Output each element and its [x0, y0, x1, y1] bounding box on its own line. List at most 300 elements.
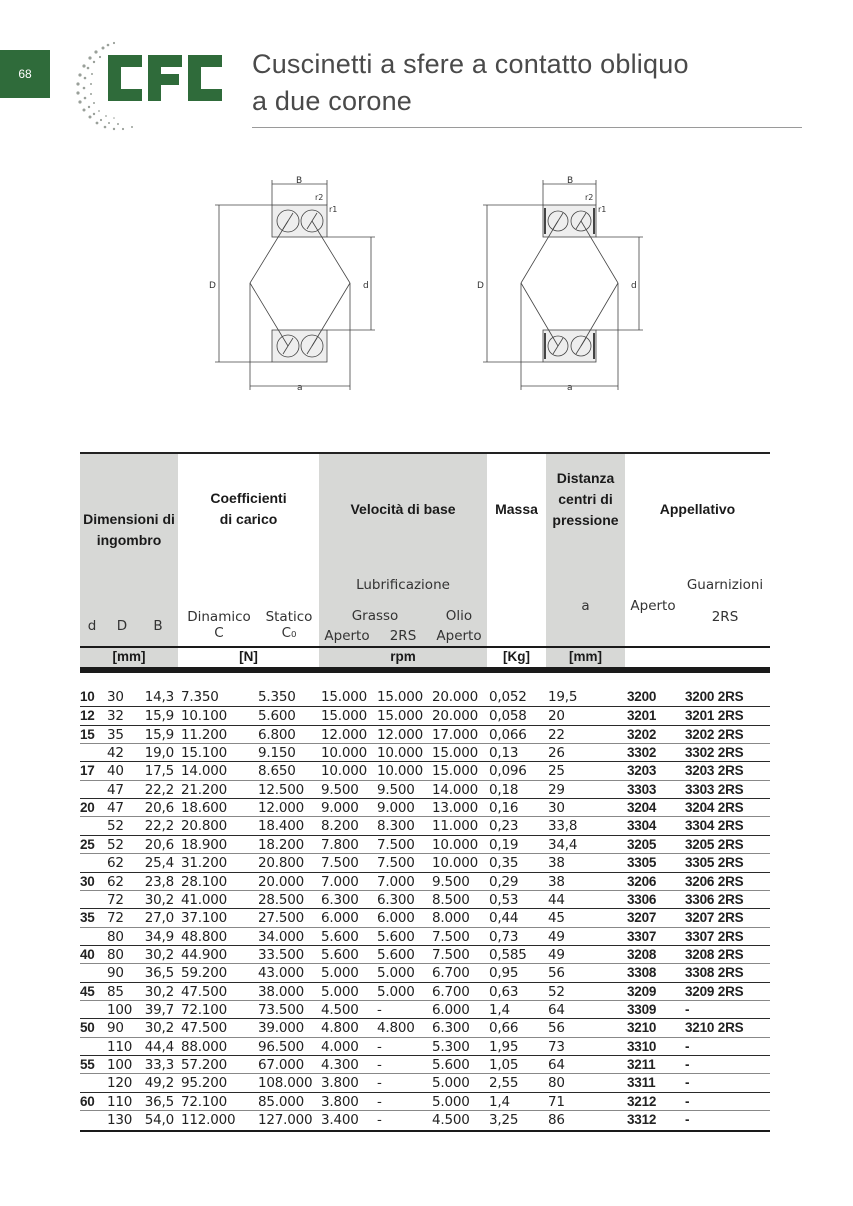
cell-rs: -: [377, 1001, 382, 1018]
cell-rs2: 3203 2RS: [685, 763, 744, 779]
cell-d: 55: [80, 1057, 95, 1072]
cell-gra: 10.000: [321, 745, 368, 762]
cell-mas: 0,44: [489, 910, 519, 927]
cell-gra: 6.300: [321, 891, 359, 908]
cell-gra: 15.000: [321, 689, 368, 705]
cell-d: 30: [80, 873, 95, 889]
unit-rpm: rpm: [390, 649, 416, 664]
table-row: [80, 1073, 770, 1092]
cell-rs: 5.600: [377, 946, 415, 963]
cell-rs: 6.000: [377, 910, 415, 927]
cell-gra: 15.000: [321, 708, 368, 725]
cell-rs2: 3303 2RS: [685, 781, 744, 797]
label-D: D: [209, 281, 216, 291]
cell-mas: 0,058: [489, 708, 527, 725]
cell-oli: 11.000: [432, 818, 479, 835]
cell-oli: 5.300: [432, 1038, 470, 1055]
cell-dist: 86: [548, 1112, 565, 1129]
cell-B: 44,4: [144, 1038, 174, 1055]
label-B: B: [567, 176, 574, 186]
cell-rs: 7.000: [377, 873, 415, 890]
cell-rs: -: [377, 1075, 382, 1092]
cell-sta: 39.000: [258, 1020, 305, 1037]
cell-oli: 5.000: [432, 1093, 470, 1110]
page-number: 68: [18, 67, 32, 81]
cell-gra: 4.500: [321, 1001, 359, 1018]
cell-B: 39,7: [144, 1001, 174, 1018]
subheader-guarnizioni: Guarnizioni: [686, 577, 764, 593]
cell-mas: 0,35: [489, 855, 519, 872]
table-row: [80, 1000, 770, 1019]
cell-rs: 5.000: [377, 983, 415, 1000]
cell-gra: 10.000: [321, 763, 368, 780]
cell-oli: 9.500: [432, 873, 470, 890]
cell-mas: 0,73: [489, 928, 519, 945]
cell-gra: 3.800: [321, 1093, 359, 1110]
cell-ape: 3202: [627, 726, 657, 742]
cell-ape: 3305: [627, 855, 657, 871]
cell-dist: 34,4: [548, 836, 578, 853]
cell-d: 17: [80, 763, 95, 779]
cell-gra: 9.500: [321, 781, 359, 798]
cell-dist: 26: [548, 745, 565, 762]
cell-d: 60: [80, 1093, 95, 1109]
cell-rs: 9.500: [377, 781, 415, 798]
cell-oli: 20.000: [432, 708, 479, 725]
cell-sta: 6.800: [258, 726, 296, 743]
cell-sta: 5.350: [258, 689, 296, 705]
subheader-aperto-grasso: Aperto: [324, 628, 370, 644]
cell-ape: 3207: [627, 910, 657, 926]
cell-dyn: 21.200: [181, 781, 228, 798]
bearing-table: [80, 452, 770, 1132]
cell-dyn: 15.100: [181, 745, 228, 762]
label-d: d: [631, 281, 637, 291]
cell-oli: 17.000: [432, 726, 479, 743]
cell-ape: 3200: [627, 689, 657, 704]
cell-D: 40: [107, 763, 124, 780]
cell-rs: 5.000: [377, 965, 415, 982]
cell-sta: 73.500: [258, 1001, 305, 1018]
cell-B: 33,3: [144, 1057, 174, 1073]
header-dimensioni: Dimensioni di ingombro: [83, 511, 175, 548]
cell-dist: 20: [548, 708, 565, 725]
cell-ape: 3211: [627, 1057, 656, 1072]
cell-rs: 7.500: [377, 855, 415, 872]
cell-ape: 3310: [627, 1038, 657, 1054]
cell-rs2: 3205 2RS: [685, 836, 744, 852]
cell-oli: 10.000: [432, 855, 479, 872]
cell-mas: 1,05: [489, 1057, 519, 1073]
label-a: a: [297, 383, 303, 393]
cell-ape: 3308: [627, 965, 657, 981]
cell-ape: 3210: [627, 1020, 657, 1036]
cell-mas: 0,53: [489, 891, 519, 908]
cell-dyn: 28.100: [181, 873, 228, 890]
bearing-drawing-open: [195, 170, 375, 395]
cell-gra: 5.000: [321, 965, 359, 982]
cell-oli: 15.000: [432, 745, 479, 762]
cell-dyn: 11.200: [181, 726, 228, 743]
cell-oli: 6.700: [432, 965, 470, 982]
cell-D: 32: [107, 708, 124, 725]
cell-D: 80: [107, 946, 124, 963]
cell-B: 17,5: [144, 763, 174, 780]
cell-B: 30,2: [144, 946, 174, 963]
cell-gra: 4.800: [321, 1020, 359, 1037]
cell-sta: 12.000: [258, 800, 305, 817]
table-row: [80, 1110, 770, 1129]
cell-mas: 0,585: [489, 946, 527, 963]
subheader-grasso: Grasso: [351, 608, 399, 624]
cell-D: 120: [107, 1075, 133, 1092]
cell-rs2: 3302 2RS: [685, 745, 744, 761]
subheader-B: B: [153, 618, 163, 634]
label-d: d: [363, 281, 369, 291]
cell-rs: 4.800: [377, 1020, 415, 1037]
cell-D: 30: [107, 689, 124, 705]
cell-mas: 0,052: [489, 689, 527, 705]
cell-dyn: 88.000: [181, 1038, 228, 1055]
header-distanza: Distanza centri di pressione: [552, 470, 619, 528]
cell-rs2: 3209 2RS: [685, 983, 744, 999]
cell-dyn: 47.500: [181, 1020, 228, 1037]
cell-dyn: 44.900: [181, 946, 228, 963]
cell-rs2: 3305 2RS: [685, 855, 744, 871]
cell-D: 62: [107, 855, 124, 872]
unit-mm-distanza: [mm]: [569, 649, 602, 664]
cell-dyn: 47.500: [181, 983, 228, 1000]
cell-rs2: 3200 2RS: [685, 689, 744, 704]
cell-dyn: 18.900: [181, 836, 228, 853]
subheader-statico: Statico: [265, 609, 313, 625]
cell-ape: 3304: [627, 818, 657, 834]
cell-dist: 64: [548, 1057, 565, 1073]
units-bottom-rule: [80, 667, 770, 673]
cell-sta: 33.500: [258, 946, 305, 963]
cell-mas: 0,66: [489, 1020, 519, 1037]
cell-oli: 8.000: [432, 910, 470, 927]
cell-B: 14,3: [144, 689, 174, 705]
header-velocita: Velocità di base: [350, 501, 456, 517]
cell-dist: 64: [548, 1001, 565, 1018]
cell-sta: 18.400: [258, 818, 305, 835]
cell-dist: 56: [548, 965, 565, 982]
cell-gra: 8.200: [321, 818, 359, 835]
cell-sta: 8.650: [258, 763, 296, 780]
cell-oli: 10.000: [432, 836, 479, 853]
cell-dyn: 48.800: [181, 928, 228, 945]
cell-d: 25: [80, 836, 95, 852]
cell-rs2: 3208 2RS: [685, 946, 744, 962]
cell-rs2: 3204 2RS: [685, 800, 744, 816]
cell-d: 15: [80, 726, 95, 742]
cell-mas: 3,25: [489, 1112, 519, 1129]
cell-mas: 1,4: [489, 1001, 510, 1018]
cell-B: 22,2: [144, 781, 174, 798]
cell-dyn: 14.000: [181, 763, 228, 780]
cell-mas: 0,18: [489, 781, 519, 798]
cell-gra: 3.800: [321, 1075, 359, 1092]
cell-sta: 20.000: [258, 873, 305, 890]
cell-gra: 5.000: [321, 983, 359, 1000]
cell-mas: 0,63: [489, 983, 519, 1000]
logo-letters: [108, 55, 222, 101]
cell-rs: 6.300: [377, 891, 415, 908]
cell-mas: 0,23: [489, 818, 519, 835]
cell-dist: 56: [548, 1020, 565, 1037]
label-r2: r2: [315, 193, 324, 202]
cell-mas: 1,95: [489, 1038, 519, 1055]
cell-rs2: -: [685, 1001, 690, 1017]
cell-ape: 3208: [627, 946, 657, 962]
subheader-2rs-appellativo: 2RS: [711, 609, 739, 625]
unit-n: [N]: [239, 649, 258, 664]
cell-D: 47: [107, 781, 124, 798]
cell-oli: 4.500: [432, 1112, 470, 1129]
cell-ape: 3209: [627, 983, 657, 999]
cell-sta: 85.000: [258, 1093, 305, 1110]
cell-rs2: -: [685, 1112, 690, 1128]
cell-dist: 52: [548, 983, 565, 1000]
cell-sta: 5.600: [258, 708, 296, 725]
cell-dyn: 18.600: [181, 800, 228, 817]
cell-rs2: 3210 2RS: [685, 1020, 744, 1036]
cell-B: 20,6: [144, 836, 174, 853]
cell-dist: 19,5: [548, 689, 578, 705]
cell-rs: -: [377, 1038, 382, 1055]
cell-rs2: 3201 2RS: [685, 708, 744, 724]
cell-sta: 28.500: [258, 891, 305, 908]
cell-gra: 7.000: [321, 873, 359, 890]
table-row: [80, 1055, 770, 1074]
cell-B: 23,8: [144, 873, 174, 890]
table-top-rule: [80, 452, 770, 454]
cell-rs: -: [377, 1093, 382, 1110]
cell-mas: 1,4: [489, 1093, 510, 1110]
label-r1: r1: [598, 205, 607, 214]
cell-sta: 96.500: [258, 1038, 305, 1055]
cell-ape: 3205: [627, 836, 657, 852]
subheader-aperto-appellativo: Aperto: [630, 598, 676, 614]
cell-D: 130: [107, 1112, 133, 1129]
cell-rs2: -: [685, 1093, 690, 1109]
cell-dyn: 72.100: [181, 1001, 228, 1018]
cell-oli: 6.000: [432, 1001, 470, 1018]
label-D: D: [477, 281, 484, 291]
subheader-a: a: [581, 598, 590, 614]
cell-ape: 3312: [627, 1112, 657, 1128]
cell-dyn: 41.000: [181, 891, 228, 908]
table-row: [80, 1037, 770, 1056]
subheader-dinamico-sym: C: [214, 625, 224, 641]
subheader-2rs-grasso: 2RS: [389, 628, 417, 644]
cell-mas: 0,096: [489, 763, 527, 780]
label-r1: r1: [329, 205, 338, 214]
cell-rs: -: [377, 1057, 382, 1073]
cell-mas: 0,16: [489, 800, 519, 817]
table-row: [80, 761, 770, 780]
cell-D: 42: [107, 745, 124, 762]
subheader-d: d: [87, 618, 97, 634]
cell-B: 20,6: [144, 800, 174, 817]
cell-ape: 3303: [627, 781, 657, 797]
cell-dyn: 72.100: [181, 1093, 228, 1110]
table-row: [80, 908, 770, 927]
table-row: [80, 927, 770, 946]
cell-mas: 0,13: [489, 745, 519, 762]
cell-B: 36,5: [144, 965, 174, 982]
page-title-line-2: a due corone: [252, 86, 413, 116]
cell-sta: 67.000: [258, 1057, 305, 1073]
table-row: [80, 835, 770, 854]
cell-sta: 108.000: [258, 1075, 313, 1092]
cell-d: 10: [80, 689, 95, 704]
cell-mas: 0,29: [489, 873, 519, 890]
cell-D: 35: [107, 726, 124, 743]
cell-dyn: 112.000: [181, 1112, 236, 1129]
cell-oli: 7.500: [432, 928, 470, 945]
cell-oli: 5.600: [432, 1057, 470, 1073]
label-r2: r2: [585, 193, 594, 202]
cell-dist: 80: [548, 1075, 565, 1092]
table-row: [80, 982, 770, 1001]
cell-rs: 15.000: [377, 708, 424, 725]
cell-D: 52: [107, 818, 124, 835]
cell-dist: 49: [548, 946, 565, 963]
cell-rs: 10.000: [377, 763, 424, 780]
header-appellativo: Appellativo: [659, 501, 736, 517]
cell-D: 80: [107, 928, 124, 945]
subheader-statico-sym: C₀: [281, 625, 297, 641]
table-row: [80, 853, 770, 872]
cell-rs2: -: [685, 1057, 690, 1072]
cell-sta: 27.500: [258, 910, 305, 927]
cell-rs: 15.000: [377, 689, 424, 705]
cell-D: 85: [107, 983, 124, 1000]
cell-D: 52: [107, 836, 124, 853]
cell-d: 45: [80, 983, 95, 999]
cell-ape: 3201: [627, 708, 657, 724]
cell-B: 49,2: [144, 1075, 174, 1092]
cell-dist: 30: [548, 800, 565, 817]
cell-rs2: 3206 2RS: [685, 873, 744, 889]
cell-dist: 45: [548, 910, 565, 927]
cell-oli: 15.000: [432, 763, 479, 780]
cell-B: 25,4: [144, 855, 174, 872]
cell-dist: 33,8: [548, 818, 578, 835]
unit-mm-dimensioni: [mm]: [112, 649, 146, 664]
cell-oli: 6.700: [432, 983, 470, 1000]
cell-oli: 6.300: [432, 1020, 470, 1037]
cell-sta: 34.000: [258, 928, 305, 945]
table-row: [80, 780, 770, 799]
cell-sta: 18.200: [258, 836, 305, 853]
cell-gra: 12.000: [321, 726, 368, 743]
cell-ape: 3212: [627, 1093, 657, 1109]
table-row: [80, 963, 770, 982]
cell-sta: 9.150: [258, 745, 296, 762]
cell-sta: 38.000: [258, 983, 305, 1000]
cell-D: 47: [107, 800, 124, 817]
cell-rs2: -: [685, 1075, 690, 1091]
cell-D: 110: [107, 1093, 133, 1110]
cell-oli: 13.000: [432, 800, 479, 817]
table-row: [80, 798, 770, 817]
cell-ape: 3306: [627, 891, 657, 907]
cell-gra: 9.000: [321, 800, 359, 817]
cell-dist: 25: [548, 763, 565, 780]
cell-oli: 7.500: [432, 946, 470, 963]
cell-dyn: 10.100: [181, 708, 228, 725]
table-row: [80, 706, 770, 725]
cell-D: 62: [107, 873, 124, 890]
cell-ape: 3206: [627, 873, 657, 889]
cell-mas: 0,066: [489, 726, 527, 743]
cell-ape: 3311: [627, 1075, 656, 1091]
cell-dyn: 59.200: [181, 965, 228, 982]
subheader-D: D: [116, 618, 128, 634]
cell-gra: 6.000: [321, 910, 359, 927]
cell-dist: 71: [548, 1093, 565, 1110]
cell-rs: 8.300: [377, 818, 415, 835]
cell-rs: 12.000: [377, 726, 424, 743]
page-number-tab: [0, 50, 50, 98]
title-divider: [252, 127, 802, 128]
cell-mas: 2,55: [489, 1075, 519, 1092]
cell-D: 90: [107, 1020, 124, 1037]
label-a: a: [567, 383, 573, 393]
cell-d: 35: [80, 910, 95, 926]
cell-dist: 49: [548, 928, 565, 945]
cell-B: 30,2: [144, 983, 174, 1000]
cfc-logo: [56, 28, 236, 138]
cell-B: 19,0: [144, 745, 174, 762]
page-title: [252, 46, 689, 120]
cell-rs2: 3307 2RS: [685, 928, 744, 944]
cell-dist: 38: [548, 873, 565, 890]
label-B: B: [296, 176, 303, 186]
cell-ape: 3302: [627, 745, 657, 761]
subheader-dinamico: Dinamico: [187, 609, 251, 625]
table-row: [80, 816, 770, 835]
cell-dist: 44: [548, 891, 565, 908]
table-row: [80, 872, 770, 891]
cell-rs2: 3304 2RS: [685, 818, 744, 834]
subheader-olio: Olio: [445, 608, 473, 624]
cell-rs2: 3306 2RS: [685, 891, 744, 907]
cell-d: 40: [80, 946, 95, 962]
cell-rs2: 3207 2RS: [685, 910, 744, 926]
cell-B: 34,9: [144, 928, 174, 945]
cell-oli: 14.000: [432, 781, 479, 798]
cell-ape: 3309: [627, 1001, 657, 1017]
table-row: [80, 743, 770, 762]
table-row: [80, 688, 770, 707]
units-top-rule: [80, 646, 770, 648]
cell-rs: 7.500: [377, 836, 415, 853]
cell-gra: 3.400: [321, 1112, 359, 1129]
cell-D: 110: [107, 1038, 133, 1055]
cell-dist: 73: [548, 1038, 565, 1055]
cell-oli: 5.000: [432, 1075, 470, 1092]
cell-d: 20: [80, 800, 95, 816]
table-row: [80, 1018, 770, 1037]
cell-rs2: -: [685, 1038, 690, 1054]
cell-sta: 20.800: [258, 855, 305, 872]
cell-B: 30,2: [144, 891, 174, 908]
cell-rs: 10.000: [377, 745, 424, 762]
